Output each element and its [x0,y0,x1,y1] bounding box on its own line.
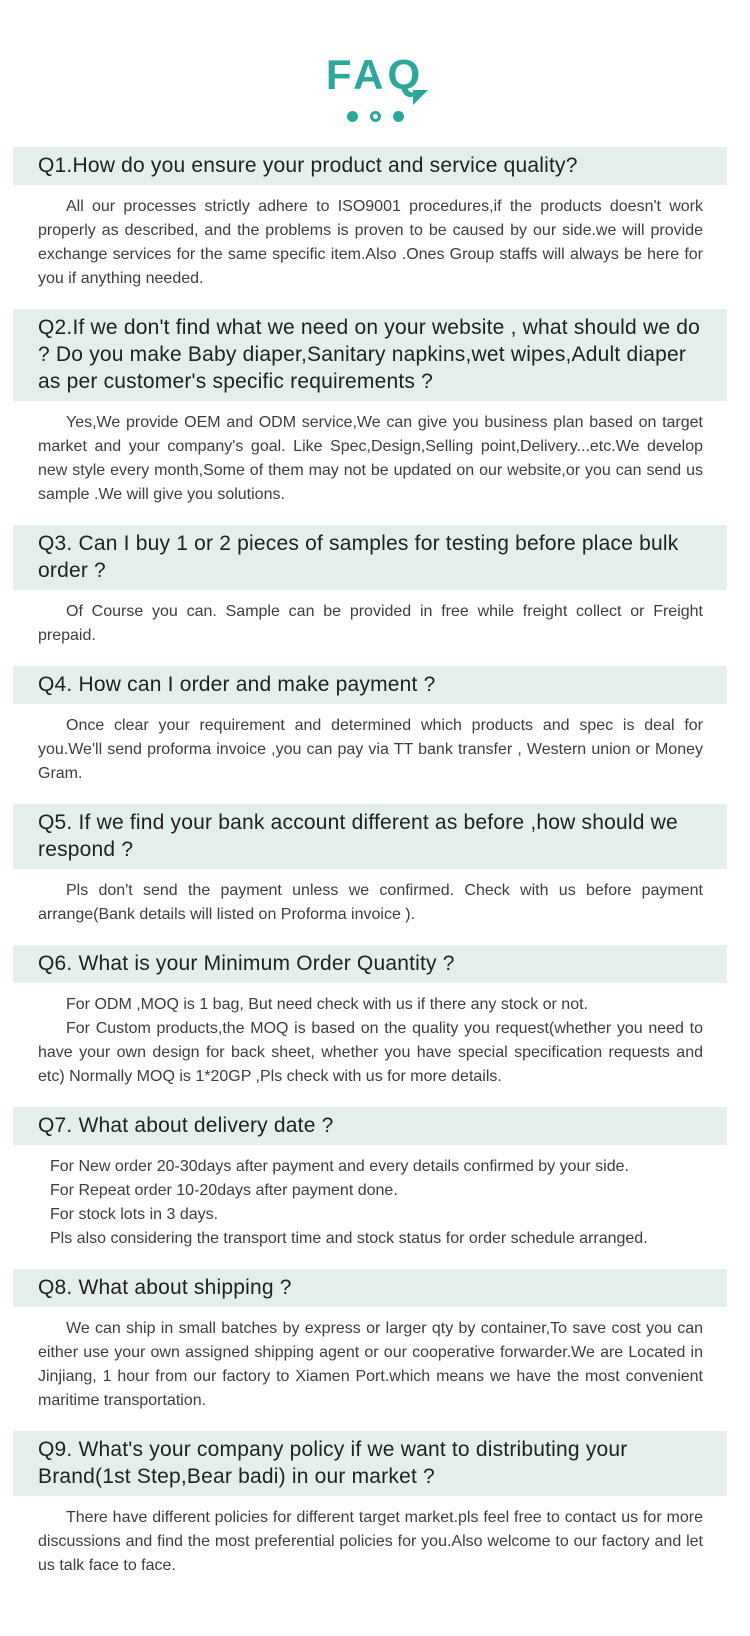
faq-question-bar: Q9. What's your company policy if we want to distributing your Brand(1st Step,Bear badi) in our market ? [13,1431,727,1496]
faq-item [0,1107,750,1251]
answer-paragraph: For Repeat order 10-20days after payment done. [50,1182,398,1200]
faq-answer [38,1317,703,1413]
answer-paragraph: We can ship in small batches by express or larger qty by container,To save cost you can either use your own assigned shipping agent or our cooperative forwarder.We are Located in Jinjiang, 1 hour from our factory to Xiamen Port.which means we have the most convenient maritime transportation. [38,1320,703,1410]
faq-answer [38,411,703,507]
answer-paragraph: For New order 20-30days after payment and every details confirmed by your side. [50,1158,629,1176]
dot-hollow-icon [370,111,381,122]
answer-paragraph: Yes,We provide OEM and ODM service,We can give you business plan based on target market and your company's goal. Like Spec,Design,Selling point,Delivery...etc.We develop new style every month,Some of them may not be updated on our website,or you can send us sample .We will give you solutions. [38,414,703,504]
answer-paragraph: Once clear your requirement and determined which products and spec is deal for you.We'll send proforma invoice ,you can pay via TT bank transfer , Western union or Money Gram. [38,717,703,783]
dot-icon [393,111,404,122]
faq-question-bar: Q8. What about shipping ? [13,1269,727,1307]
faq-item [0,1431,750,1578]
faq-question-bar: Q6. What is your Minimum Order Quantity ? [13,945,727,983]
faq-answer [38,195,703,291]
faq-item [0,525,750,648]
faq-answer [38,600,703,648]
faq-item [0,666,750,786]
answer-paragraph: For stock lots in 3 days. [50,1206,219,1224]
dot-icon [347,111,358,122]
page-title-text: FAQ [325,51,425,98]
faq-item [0,1269,750,1413]
faq-question-bar: Q1.How do you ensure your product and service quality? [13,147,727,185]
faq-item [0,804,750,927]
faq-question-bar: Q5. If we find your bank account different as before ,how should we respond ? [13,804,727,869]
faq-question-bar: Q2.If we don't find what we need on your website , what should we do ? Do you make Baby diaper,Sanitary napkins,wet wipes,Adult diaper as per customer's specific requirements ? [13,309,727,401]
faq-list [0,147,750,1636]
answer-paragraph: There have different policies for different target market.pls feel free to contact us for more discussions and find the most preferential policies for you.Also welcome to our factory and let us talk face to face. [38,1509,703,1575]
faq-item [0,945,750,1089]
answer-paragraph: For ODM ,MOQ is 1 bag, But need check with us if there any stock or not. [66,996,588,1014]
faq-answer [38,879,703,927]
faq-question-bar: Q4. How can I order and make payment ? [13,666,727,704]
answer-paragraph: For Custom products,the MOQ is based on the quality you request(whether you need to have your own design for back sheet, whether you have special specification requests and etc) Normally MOQ is 1*20GP ,Pls check with us for more details. [38,1020,703,1086]
answer-paragraph: Pls also considering the transport time and stock status for order schedule arranged. [50,1230,648,1248]
faq-question-bar: Q7. What about delivery date ? [13,1107,727,1145]
faq-item [0,309,750,507]
speech-bubble-tail-icon [413,90,428,105]
faq-answer [38,1155,703,1251]
faq-answer [38,1506,703,1578]
answer-paragraph: Pls don't send the payment unless we confirmed. Check with us before payment arrange(Bank details will listed on Proforma invoice ). [38,882,703,924]
page-header [0,0,750,122]
faq-answer [38,993,703,1089]
faq-answer [38,714,703,786]
title-dots-decoration [0,111,750,122]
faq-question-bar: Q3. Can I buy 1 or 2 pieces of samples for testing before place bulk order ? [13,525,727,590]
page-title [326,52,424,98]
answer-paragraph: All our processes strictly adhere to ISO9001 procedures,if the products doesn't work properly as described, and the problems is proven to be caused by our side.we will provide exchange services for the same specific item.Also .Ones Group staffs will always be here for you if anything needed. [38,198,703,288]
answer-paragraph: Of Course you can. Sample can be provided in free while freight collect or Freight prepaid. [38,603,703,645]
faq-item [0,147,750,291]
